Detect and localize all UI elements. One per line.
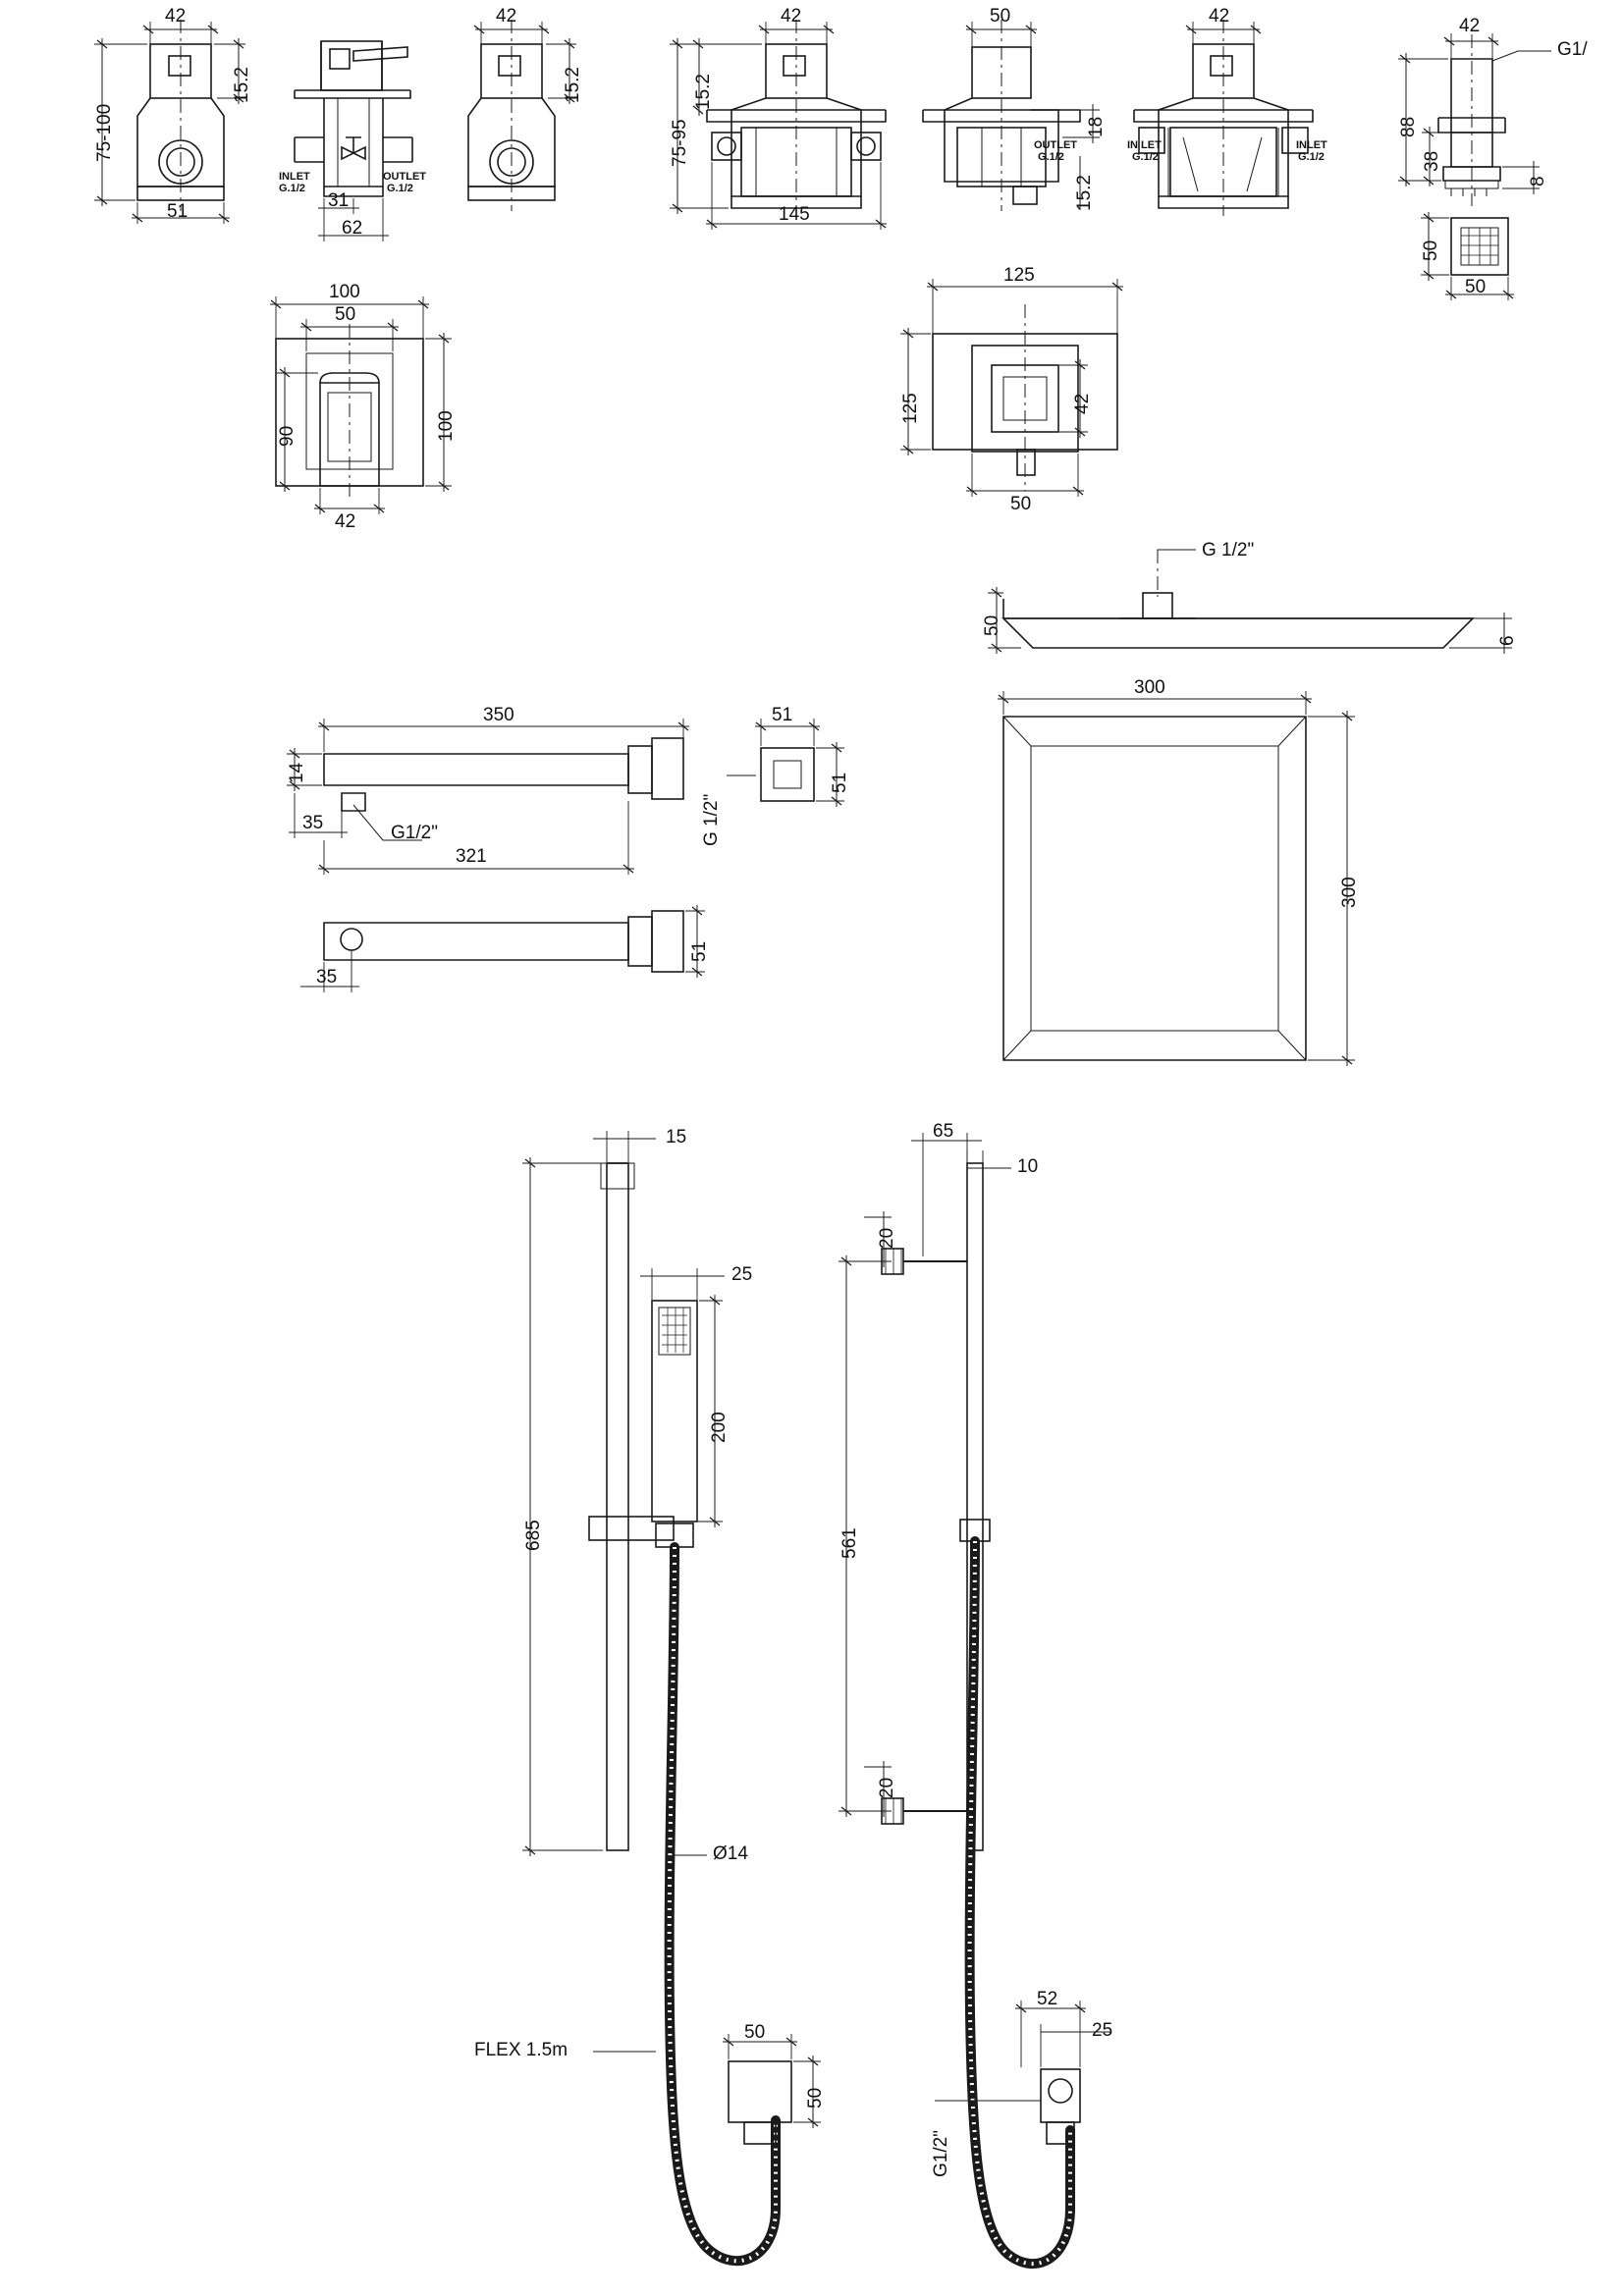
dim-50-h: 50 [805, 2087, 826, 2109]
dim-20-a: 20 [877, 1227, 897, 1249]
label-g12-arm: G1/2" [391, 823, 438, 843]
label-g12-elbow: G1/ [1557, 39, 1588, 60]
dim-50-d: 50 [335, 304, 356, 325]
dim-51-a: 51 [167, 201, 189, 222]
label-inlet-2b: G.1/2 [1132, 151, 1159, 163]
dim-50-b: 50 [1421, 240, 1441, 261]
label-inlet-1: INLET [279, 171, 310, 183]
label-inlet-3: INLET [1296, 139, 1327, 151]
dim-38: 38 [1422, 150, 1442, 172]
dim-10: 10 [1017, 1156, 1039, 1177]
dim-52: 52 [1037, 1989, 1058, 2009]
dim-25-b: 25 [1092, 2020, 1113, 2041]
dim-50-e: 50 [1010, 494, 1032, 514]
dim-8: 8 [1528, 176, 1548, 187]
dim-42-c: 42 [781, 6, 802, 27]
dim-321: 321 [456, 846, 487, 867]
label-outlet-1b: G.1/2 [387, 183, 413, 194]
dim-50-a: 50 [990, 6, 1011, 27]
dim-125-a: 125 [1003, 265, 1035, 286]
dim-dia-14: Ø14 [713, 1843, 748, 1864]
dim-561: 561 [839, 1527, 860, 1559]
dim-51-b: 51 [772, 705, 793, 725]
label-g12-showerhead: G 1/2" [1202, 540, 1255, 561]
dim-50-f: 50 [982, 614, 1002, 636]
dim-35-b: 35 [316, 967, 338, 988]
dim-18: 18 [1086, 116, 1107, 137]
label-g12-arm2: G 1/2" [701, 793, 722, 846]
dim-100-b: 100 [436, 410, 457, 442]
dim-14: 14 [287, 762, 307, 783]
dim-50-c: 50 [1465, 277, 1487, 297]
dim-31: 31 [328, 190, 350, 211]
dim-15-2-c: 15.2 [693, 74, 714, 110]
dim-685: 685 [523, 1520, 544, 1551]
dim-300-b: 300 [1339, 877, 1360, 908]
dim-15-2-b: 15.2 [563, 67, 583, 103]
label-inlet-1b: G.1/2 [279, 183, 305, 194]
dim-35-a: 35 [302, 813, 324, 833]
dim-42-g: 42 [1072, 393, 1093, 414]
dim-15: 15 [666, 1127, 687, 1148]
dim-42-d: 42 [1209, 6, 1230, 27]
label-g12-hose: G1/2" [931, 2130, 951, 2177]
dim-51-d: 51 [689, 940, 710, 962]
dim-200: 200 [709, 1412, 730, 1443]
label-inlet-2: IN LET [1127, 139, 1162, 151]
dim-90: 90 [277, 425, 298, 447]
dim-50-g: 50 [744, 2022, 766, 2043]
dim-25-a: 25 [731, 1264, 753, 1285]
dim-15-2-a: 15.2 [232, 67, 252, 103]
dim-15-2-d: 15.2 [1074, 175, 1095, 211]
dim-75-100: 75-100 [94, 103, 115, 162]
dim-20-b: 20 [877, 1777, 897, 1798]
dim-350: 350 [483, 705, 514, 725]
dim-65: 65 [933, 1121, 954, 1142]
label-outlet-2b: G.1/2 [1038, 151, 1064, 163]
label-inlet-3b: G.1/2 [1298, 151, 1325, 163]
dim-42-f: 42 [335, 511, 356, 532]
label-outlet-1: OUTLET [383, 171, 426, 183]
dim-300-a: 300 [1134, 677, 1165, 698]
dim-125-b: 125 [900, 393, 921, 424]
dim-42-b: 42 [496, 6, 517, 27]
dim-42-e: 42 [1459, 16, 1481, 36]
dim-88: 88 [1398, 116, 1419, 137]
dim-100-a: 100 [329, 282, 360, 302]
dim-51-c: 51 [830, 772, 850, 793]
label-outlet-2: OUTLET [1034, 139, 1077, 151]
dim-62: 62 [342, 218, 363, 239]
dim-6: 6 [1497, 635, 1518, 646]
dim-145: 145 [779, 204, 810, 225]
dim-42-stopvalve: 42 [165, 6, 187, 27]
label-flex: FLEX 1.5m [474, 2040, 568, 2060]
dim-75-95: 75-95 [670, 119, 690, 167]
